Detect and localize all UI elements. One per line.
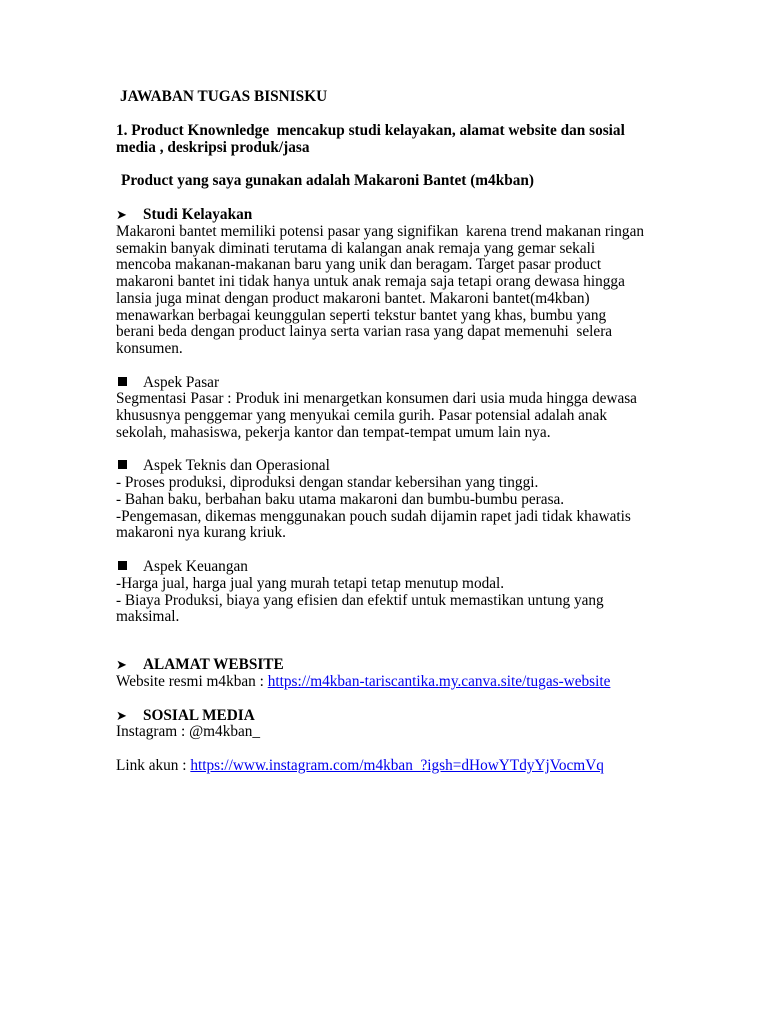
- website-line: [116, 673, 610, 690]
- keuangan-heading: Aspek Keuangan: [143, 558, 248, 575]
- arrow-bullet-icon: ➤: [116, 207, 127, 222]
- arrow-bullet-icon: ➤: [116, 657, 127, 672]
- pasar-line: khususnya penggemar yang menyukai cemila gurih. Pasar potensial adalah anak: [116, 407, 608, 424]
- studi-line: lansia juga minat dengan product makaroni bantet. Makaroni bantet(m4kban): [116, 290, 590, 307]
- studi-line: konsumen.: [116, 340, 183, 357]
- instagram-link-line: [116, 757, 604, 774]
- instagram-link[interactable]: https://www.instagram.com/m4kban_?igsh=dHowYTdyYjVocmVq: [190, 757, 604, 774]
- square-bullet-icon: [116, 457, 136, 474]
- studi-line: menawarkan berbagai keunggulan seperti tekstur bantet yang khas, bumbu yang: [116, 307, 607, 324]
- website-link[interactable]: https://m4kban-tariscantika.my.canva.site/tugas-website: [267, 673, 611, 690]
- website-label: Website resmi m4kban :: [116, 673, 268, 690]
- studi-line: semakin banyak diminati terutama di kalangan anak remaja yang gemar sekali: [116, 240, 596, 257]
- square-bullet-icon: [116, 374, 136, 391]
- instagram-handle: Instagram : @m4kban_: [116, 723, 261, 740]
- arrow-bullet-icon: ➤: [116, 708, 127, 723]
- studi-line: makaroni bantet ini tidak hanya untuk anak remaja saja tetapi orang dewasa hingga: [116, 273, 625, 290]
- studi-line: berani beda dengan product lainya serta varian rasa yang dapat memenuhi selera: [116, 323, 613, 340]
- instagram-link-label: Link akun :: [116, 757, 191, 774]
- question-line-1: 1. Product Knownledge mencakup studi kelayakan, alamat website dan sosial: [116, 122, 625, 139]
- pasar-line: sekolah, mahasiswa, pekerja kantor dan tempat-tempat umum lain nya.: [116, 424, 551, 441]
- keuangan-line: -Harga jual, harga jual yang murah tetapi tetap menutup modal.: [116, 575, 505, 592]
- teknis-line: - Bahan baku, berbahan baku utama makaroni dan bumbu-bumbu perasa.: [116, 491, 565, 508]
- square-bullet-icon: [116, 558, 136, 575]
- teknis-line: -Pengemasan, dikemas menggunakan pouch sudah dijamin rapet jadi tidak khawatis: [116, 508, 631, 525]
- studi-heading: Studi Kelayakan: [143, 206, 253, 223]
- studi-line: Makaroni bantet memiliki potensi pasar yang signifikan karena trend makanan ringan: [116, 223, 645, 240]
- teknis-line: - Proses produksi, diproduksi dengan standar kebersihan yang tinggi.: [116, 474, 539, 491]
- keuangan-line: maksimal.: [116, 608, 180, 625]
- pasar-line: Segmentasi Pasar : Produk ini menargetkan konsumen dari usia muda hingga dewasa: [116, 390, 637, 407]
- website-heading: ALAMAT WEBSITE: [143, 656, 284, 673]
- teknis-heading: Aspek Teknis dan Operasional: [143, 457, 330, 474]
- teknis-line: makaroni nya kurang kriuk.: [116, 524, 286, 541]
- question-line-2: media , deskripsi produk/jasa: [116, 139, 310, 156]
- sosmed-heading: SOSIAL MEDIA: [143, 707, 255, 724]
- keuangan-line: - Biaya Produksi, biaya yang efisien dan efektif untuk memastikan untung yang: [116, 592, 604, 609]
- pasar-heading: Aspek Pasar: [143, 374, 220, 391]
- document-title: JAWABAN TUGAS BISNISKU: [120, 88, 328, 105]
- product-statement: Product yang saya gunakan adalah Makaroni Bantet (m4kban): [121, 172, 534, 189]
- studi-line: mencoba makanan-makanan baru yang unik dan beragam. Target pasar product: [116, 256, 602, 273]
